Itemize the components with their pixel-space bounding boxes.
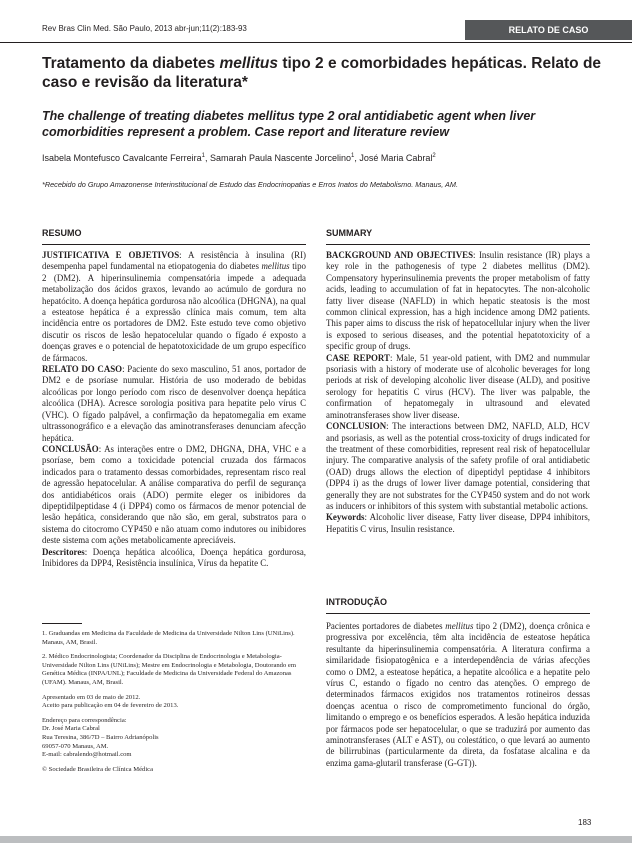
introducao-paragraph: Pacientes portadores de diabetes mellitus tipo 2 (DM2), doença crônica e progressiva por excelência, têm alta incidência de esteatose hepática resultante da hiperinsulinemia compensatória. A literatura confirma a similaridade fisiopatogênica e a interdependência de várias afecções como o DM2, a esteatose hepática, a hepatite alcoólica e a hepatite pelo vírus C, estando o fígado no centro das atenções. O emprego de determinados fármacos exigidos nos tratamentos rotineiros dessas doenças acentua o risco de comprometimento funcional do órgão, limitando o emprego e os benefícios esperados. A lesão hepática induzida por fármacos pode ser hepatocelular, o que se traduzirá por aumento das aminotransferases (ALT e AST), ou colestático, o que levará ao aumento de bilirrubinas (particularmente da direta, da fosfatase alcalina e da enzima gama-glutaril transferase (G-GT)). — [326, 621, 590, 768]
page-number: 183 — [578, 818, 592, 827]
journal-citation: Rev Bras Clin Med. São Paulo, 2013 abr-jun;11(2):183-93 — [42, 24, 247, 33]
author-3: José Maria Cabral — [359, 153, 433, 163]
introducao-body — [326, 621, 590, 769]
summary-case: CASE REPORT: Male, 51 year-old patient, with DM2 and nummular psoriasis with a history of moderate use of alcoholic beverages for long periods at risk of developing alcoholic liver disease (ALD), and positive serology for hepatitis C virus (HCV). The liver was palpable, the confirmation of hepatomegaly in ultrasound and elevated aminotransferases show liver disease. — [326, 352, 590, 420]
summary-keywords: Keywords: Alcoholic liver disease, Fatty liver disease, DPP4 inhibitors, Hepatitis C virus, Insulin resistance. — [326, 512, 590, 534]
summary-rule — [326, 244, 590, 245]
footnote-2: 2. Médico Endocrinologista; Coordenador da Disciplina de Endocrinologia e Metabologia-Universidade Nilton Lins (UNiLins); Mestre em Endocrinologia e Metabologia, Doutorando em Genética Médica (INPA/UNL); Faculdade de Medicina da Universidade Federal do Amazonas (UFAM). Manaus, AM, Brasil. — [42, 653, 296, 686]
resumo-rule — [42, 244, 306, 245]
introducao-rule — [326, 613, 590, 614]
email-link[interactable]: E-mail: cabralendo@hotmail.com — [42, 751, 132, 759]
resumo-heading: RESUMO — [42, 228, 82, 238]
footnotes — [42, 630, 302, 780]
copyright: © Sociedade Brasileira de Clínica Médica — [42, 765, 154, 773]
dates: Apresentado em 03 de maio de 2012. Aceito para publicação em 04 de fevereiro de 2013. — [42, 693, 179, 710]
article-title-pt: Tratamento da diabetes mellitus tipo 2 e comorbidades hepáticas. Relato de caso e revisão da literatura* — [42, 55, 602, 91]
summary-background: BACKGROUND AND OBJECTIVES: Insulin resistance (IR) plays a key role in the pathogenesis of type 2 diabetes mellitus (DM2). Compensatory hyperinsulinemia prevents the proper metabolism of fatty acids, leading to accumulation of fat in hepatocytes. The non-alcoholic fatty liver disease (NAFLD) in which hepatic steatosis is the most common clinical expression, has a high incidence among DM2 patients. This paper aims to discuss the risk of hepatocellular injury when the liver is exposed to serious diseases, and the potential hepatotoxicity of a specific group of drugs. — [326, 250, 590, 352]
resumo-descriptors: Descritores: Doença hepática alcoólica, Doença hepática gordurosa, Inibidores da DPP4, Resistência insulínica, Vírus da hepatite C. — [42, 546, 306, 568]
resumo-conclusion: CONCLUSÃO: As interações entre o DM2, DHGNA, DHA, VHC e a psoríase, bem como a toxicidade potencial cruzada dos fármacos indicados para o tratamento dessas comorbidades, representam risco real de agressão hepatocelular. A análise comparativa do perfil de segurança dos antidiabéticos orais (ADO) permite eleger os inibidores da dipeptidilpeptidase 4 (i DPP4) como os fármacos de menor potencial de lesão hepática, considerando que não são, em geral, substratos para o sistema do citocromo CYP450 e não atuam como indutores ou inibidores deste sistema com ações metabolicamente apreciáveis. — [42, 443, 306, 546]
footnote-rule — [42, 623, 82, 624]
resumo-case: RELATO DO CASO: Paciente do sexo masculino, 51 anos, portador de DM2 e de psoríase numular. História de uso moderado de bebidas alcoólicas por longo período com risco de desenvolver doença hepática alcoólica (DHA). Acresce sorologia positiva para hepatite pelo vírus C (VHC). O fígado palpável, a confirmação da hepatomegalia em exame ultrassonográfico e a elevação das aminotransferases denunciam afecção hepática. — [42, 364, 306, 443]
footnote-1: 1. Graduandas em Medicina da Faculdade de Medicina da Universidade Nilton Lins (UNiLins). Manaus, AM, Brasil. — [42, 630, 295, 646]
header-rule — [0, 42, 632, 43]
affiliation-note: *Recebido do Grupo Amazonense Interinstitucional de Estudo das Endocrinopatias e Erros Inatos do Metabolismo. Manaus, AM. — [42, 180, 459, 189]
resumo-body — [42, 250, 306, 569]
author-1: Isabela Montefusco Cavalcante Ferreira — [42, 153, 202, 163]
summary-body — [326, 250, 590, 535]
correspondence: Endereço para correspondência: Dr. José Maria Cabral Rua Teresina, 386/7D – Bairro Adrianópolis 69057-070 Manaus, AM. E-mail: cabralendo@hotmail.com — [42, 716, 159, 759]
footer-bar — [0, 836, 632, 843]
author-list: Isabela Montefusco Cavalcante Ferreira$^1$, Samarah Paula Nascente Jorcelino$^1$, José Maria Cabral$^2$ — [42, 153, 436, 163]
introducao-heading: INTRODUÇÃO — [326, 597, 387, 607]
article-title-en: The challenge of treating diabetes mellitus type 2 oral antidiabetic agent when liver comorbidities represent a problem. Case report and literature review — [42, 109, 536, 139]
article-type-badge: RELATO DE CASO — [465, 20, 632, 40]
summary-heading: SUMMARY — [326, 228, 373, 238]
resumo-background: JUSTIFICATIVA E OBJETIVOS: A resistência à insulina (RI) desempenha papel fundamental na etiopatogenia do diabetes mellitus tipo 2 (DM2). A hiperinsulinemia compensatória impede a adequada metabolização dos ácidos graxos, levando ao acúmulo de gordura no hepatócito. A doença hepática gordurosa não alcoólica (DHGNA), na qual a esteatose hepática é a expressão clínica mais comum, tem alta incidência entre os portadores de DM2. Este estudo teve como objetivo discutir os riscos de lesão hepatocelular quando o fígado é exposto a doenças graves e o potencial de hepatotoxicidade de um grupo específico de fármacos. — [42, 250, 306, 363]
summary-conclusion: CONCLUSION: The interactions between DM2, NAFLD, ALD, HCV and psoriasis, as well as the potential cross-toxicity of drugs indicated for the treatment of these comorbidities, represent real risk of hepatocellular injury. The comparative analysis of the safety profile of oral antidiabetic (OAD) drugs allows the election of dipeptidyl peptidase 4 inhibitors (DPP4 i) as the drugs of lower liver damage potential, considering that generally they are not substrates for the CYP450 system and do not work as inducers or inhibitors of this system with substantial metabolic actions. — [326, 421, 590, 511]
author-2: Samarah Paula Nascente Jorcelino — [209, 153, 352, 163]
